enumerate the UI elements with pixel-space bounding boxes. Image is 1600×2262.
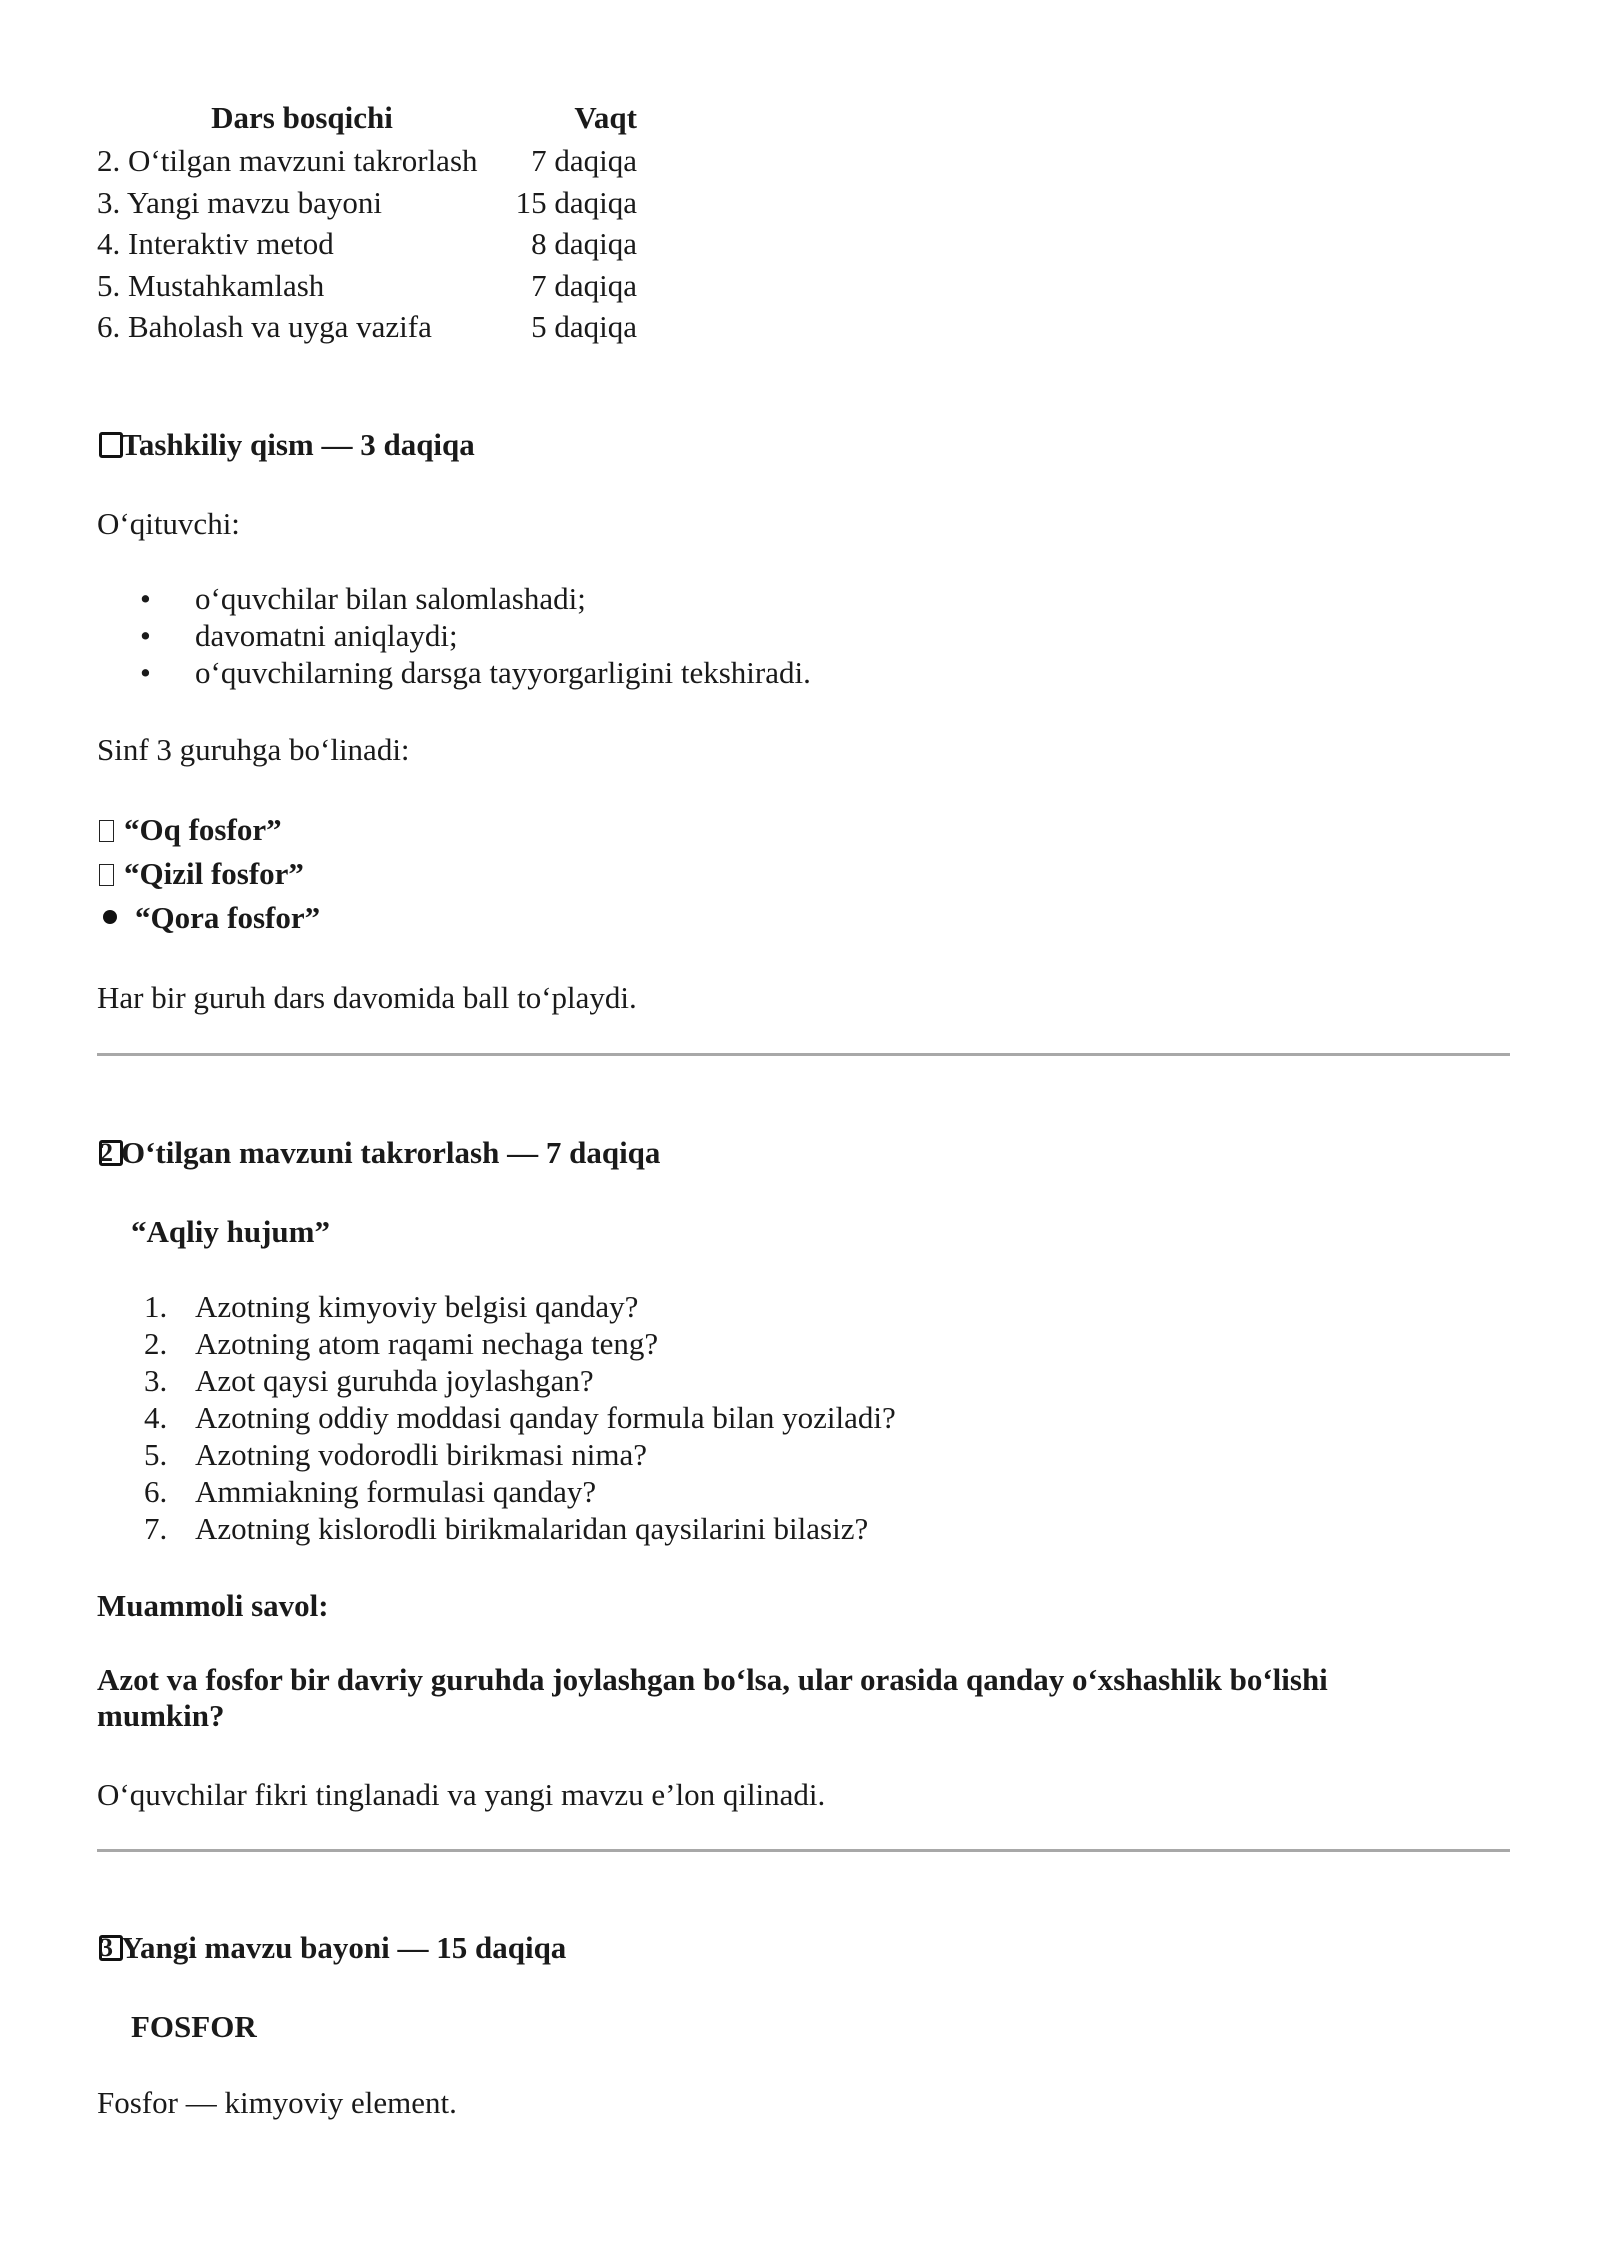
- stage-cell: 3. Yangi mavzu bayoni: [97, 184, 383, 220]
- stage-cell: 4. Interaktiv metod: [97, 226, 334, 261]
- problem-label: Muammoli savol:: [97, 1588, 329, 1623]
- section-1-title: Tashkiliy qism — 3 daqiqa: [121, 427, 475, 462]
- group-item-white: [99, 811, 282, 849]
- list-item: 4. Azotning oddiy moddasi qanday formula bilan yoziladi?: [144, 1400, 896, 1435]
- table-row: [97, 140, 637, 182]
- questions-list: [97, 1288, 896, 1547]
- table-row: [97, 182, 637, 224]
- black-circle-icon: [103, 910, 117, 924]
- group-item-black: [103, 899, 320, 937]
- column-header-stage: Dars bosqichi: [211, 100, 393, 136]
- column-header-time: Vaqt: [574, 100, 637, 136]
- list-item: 1. Azotning kimyoviy belgisi qanday?: [144, 1289, 639, 1324]
- lesson-schedule-table: [97, 96, 637, 348]
- list-item: 7. Azotning kislorodli birikmalaridan qaysilarini bilasiz?: [144, 1511, 869, 1546]
- problem-question-line-1: Azot va fosfor bir davriy guruhda joylashgan bo‘lsa, ular orasida qanday o‘xshashlik bo‘lishi: [97, 1662, 1328, 1697]
- teacher-actions-list: [97, 580, 811, 691]
- topic-definition: Fosfor — kimyoviy element.: [97, 2085, 457, 2120]
- time-cell: 8 daqiqa: [531, 226, 637, 261]
- missing-glyph-icon: [99, 864, 114, 886]
- list-item: 6. Ammiakning formulasi qanday?: [144, 1474, 597, 1509]
- list-item: • davomatni aniqlaydi;: [97, 617, 811, 654]
- table-header-row: [97, 96, 637, 140]
- section-1-heading: [99, 426, 475, 464]
- section-2-note: O‘quvchilar fikri tinglanadi va yangi mavzu e’lon qilinadi.: [97, 1777, 826, 1812]
- keycap-2-icon: 2: [99, 1140, 123, 1166]
- stage-cell: 6. Baholash va uyga vazifa: [97, 309, 432, 344]
- horizontal-divider: [97, 1053, 1510, 1056]
- list-item: 2. Azotning atom raqami nechaga teng?: [144, 1326, 659, 1361]
- stage-cell: 5. Mustahkamlash: [97, 267, 325, 303]
- missing-glyph-icon: [99, 820, 114, 842]
- time-cell: 7 daqiqa: [531, 267, 637, 303]
- problem-question-line-2: mumkin?: [97, 1698, 225, 1733]
- time-cell: 15 daqiqa: [515, 184, 637, 220]
- time-cell: 7 daqiqa: [531, 143, 637, 178]
- list-item: 3. Azot qaysi guruhda joylashgan?: [144, 1363, 594, 1398]
- topic-title: FOSFOR: [131, 2009, 257, 2044]
- section-2-title: O‘tilgan mavzuni takrorlash — 7 daqiqa: [121, 1135, 661, 1170]
- group-label: “Qizil fosfor”: [124, 856, 304, 891]
- table-row: [97, 265, 637, 307]
- horizontal-divider: [97, 1849, 1510, 1852]
- section-2-heading: [99, 1134, 660, 1172]
- keycap-3-icon: 3: [99, 1935, 123, 1961]
- section-3-heading: [99, 1929, 566, 1967]
- time-cell: 5 daqiqa: [531, 309, 637, 344]
- list-item: 5. Azotning vodorodli birikmasi nima?: [144, 1437, 648, 1472]
- stage-cell: 2. O‘tilgan mavzuni takrorlash: [97, 143, 478, 178]
- groups-intro: Sinf 3 guruhga bo‘linadi:: [97, 732, 410, 767]
- section-3-title: Yangi mavzu bayoni — 15 daqiqa: [121, 1930, 567, 1965]
- list-item: • o‘quvchilarning darsga tayyorgarligini tekshiradi.: [97, 654, 811, 691]
- group-label: “Qora fosfor”: [135, 900, 321, 935]
- group-label: “Oq fosfor”: [124, 812, 282, 847]
- table-row: [97, 223, 637, 265]
- teacher-label: O‘qituvchi:: [97, 506, 240, 541]
- table-row: [97, 306, 637, 348]
- method-title: “Aqliy hujum”: [131, 1214, 330, 1249]
- list-item: • o‘quvchilar bilan salomlashadi;: [97, 580, 811, 617]
- keycap-1-icon: [99, 432, 123, 458]
- section-1-note: Har bir guruh dars davomida ball to‘playdi.: [97, 980, 637, 1015]
- group-item-red: [99, 855, 304, 893]
